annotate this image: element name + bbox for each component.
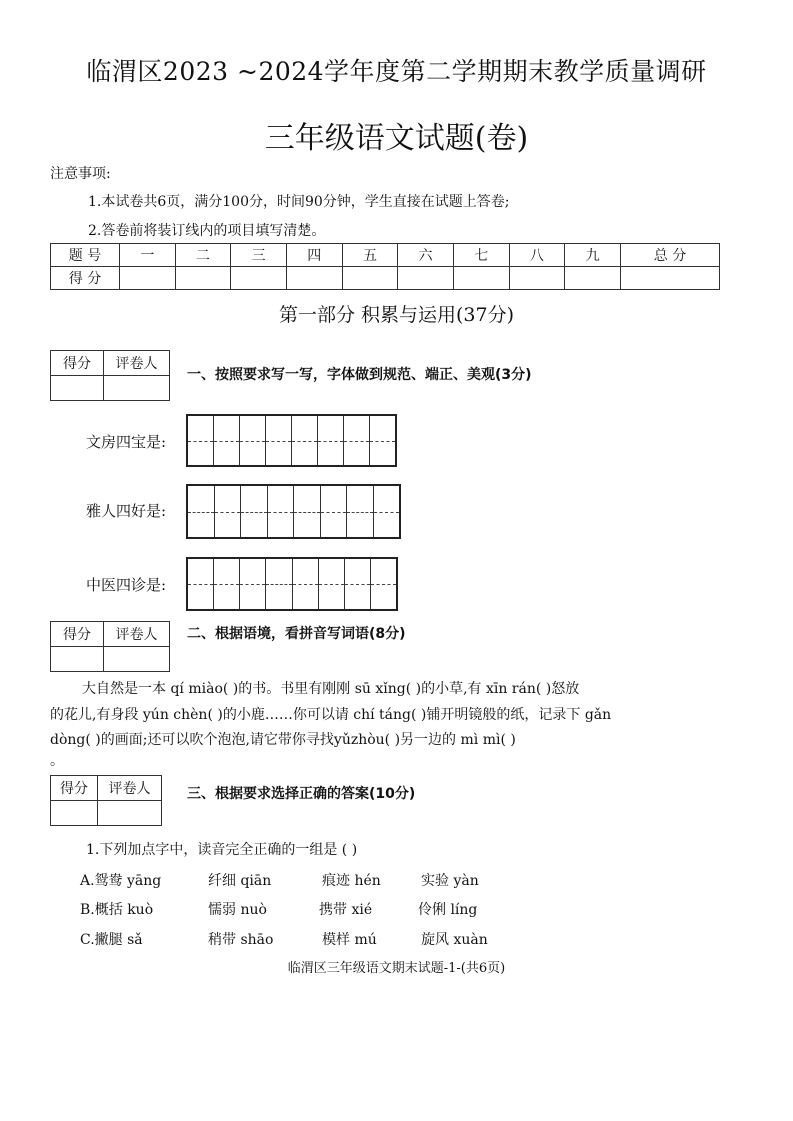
option-c-2: 稍带 shāo [208, 932, 274, 948]
score-input-cell[interactable] [231, 267, 287, 290]
grader-score-label: 得分 [51, 351, 104, 376]
writing-grid-2[interactable] [186, 484, 401, 539]
score-table [50, 243, 720, 290]
section1-label-2: 雅人四好是: [86, 502, 167, 520]
grader-box [50, 775, 162, 826]
score-header-cell: 一 [120, 244, 176, 267]
grader-score-cell[interactable] [51, 647, 104, 672]
option-c-3: 模样 mú [322, 932, 377, 948]
section2-line-3: dòng( )的画面;还可以吹个泡泡,请它带你寻找yǔzhòu( )另一边的 mì mì( ) [50, 732, 516, 748]
grader-score-cell[interactable] [51, 801, 98, 826]
grader-score-label: 得分 [51, 776, 98, 801]
score-input-cell[interactable] [453, 267, 509, 290]
score-header-cell: 七 [453, 244, 509, 267]
score-input-cell[interactable] [120, 267, 176, 290]
exam-subtitle: 三年级语文试题(卷) [264, 121, 529, 156]
score-header-cell: 总 分 [621, 244, 720, 267]
notice-item-1: 1.本试卷共6页，满分100分，时间90分钟，学生直接在试题上答卷; [88, 194, 510, 210]
score-input-cell[interactable] [398, 267, 454, 290]
score-header-cell: 五 [342, 244, 398, 267]
grader-reviewer-cell[interactable] [104, 376, 170, 401]
option-b-3: 携带 xié [319, 902, 373, 918]
section1-title: 一、按照要求写一写，字体做到规范、端正、美观(3分) [187, 367, 532, 383]
score-input-cell[interactable] [509, 267, 565, 290]
notice-item-2: 2.答卷前将装订线内的项目填写清楚。 [88, 223, 326, 239]
score-header-cell: 二 [175, 244, 231, 267]
score-header-cell: 四 [286, 244, 342, 267]
option-c-4: 旋风 xuàn [421, 932, 488, 948]
option-a-2: 纤细 qiān [208, 873, 272, 889]
grader-box [50, 621, 170, 672]
section2-line-4: 。 [50, 753, 64, 769]
grader-reviewer-label: 评卷人 [98, 776, 162, 801]
section1-label-1: 文房四宝是: [86, 433, 167, 451]
grader-box [50, 350, 170, 401]
score-header-cell: 题 号 [51, 244, 120, 267]
score-input-cell[interactable] [286, 267, 342, 290]
option-b-1[interactable]: B.概括 kuò [80, 902, 154, 918]
writing-grid-3[interactable] [186, 557, 398, 611]
section3-title: 三、根据要求选择正确的答案(10分) [187, 786, 416, 802]
section1-label-3: 中医四诊是: [86, 576, 167, 594]
grader-score-label: 得分 [51, 622, 104, 647]
question-1: 1.下列加点字中，读音完全正确的一组是 ( ) [86, 842, 358, 858]
option-c-1[interactable]: C.撇腿 sǎ [80, 932, 143, 948]
grader-reviewer-cell[interactable] [104, 647, 170, 672]
option-a-3: 痕迹 hén [322, 873, 381, 889]
notice-heading: 注意事项: [50, 166, 111, 182]
writing-grid-1[interactable] [186, 414, 397, 467]
score-input-cell[interactable] [565, 267, 621, 290]
score-row-label: 得 分 [51, 267, 120, 290]
score-header-cell: 六 [398, 244, 454, 267]
section2-title: 二、根据语境，看拼音写词语(8分) [187, 626, 406, 642]
grader-reviewer-cell[interactable] [98, 801, 162, 826]
option-a-1[interactable]: A.鸳鸯 yāng [80, 873, 162, 889]
grader-reviewer-label: 评卷人 [104, 351, 170, 376]
score-input-cell[interactable] [175, 267, 231, 290]
score-header-cell: 三 [231, 244, 287, 267]
grader-score-cell[interactable] [51, 376, 104, 401]
score-header-cell: 八 [509, 244, 565, 267]
page-footer: 临渭区三年级语文期末试题-1-(共6页) [287, 961, 506, 976]
section2-line-2: 的花儿,有身段 yún chèn( )的小鹿……你可以请 chí táng( )铺开明镜般的纸，记录下 gǎn [50, 707, 612, 723]
score-header-cell: 九 [565, 244, 621, 267]
option-b-2: 懦弱 nuò [208, 902, 267, 918]
option-a-4: 实验 yàn [421, 873, 479, 889]
score-input-cell[interactable] [621, 267, 720, 290]
option-b-4: 伶俐 líng [418, 902, 478, 918]
section2-line-1: 大自然是一本 qí miào( )的书。书里有刚刚 sū xǐng( )的小草,有 xīn rán( )怒放 [82, 681, 580, 697]
score-input-cell[interactable] [342, 267, 398, 290]
exam-title: 临渭区2023 ~2024学年度第二学期期末教学质量调研 [86, 57, 707, 86]
part1-title: 第一部分 积累与运用(37分) [278, 304, 515, 326]
grader-reviewer-label: 评卷人 [104, 622, 170, 647]
